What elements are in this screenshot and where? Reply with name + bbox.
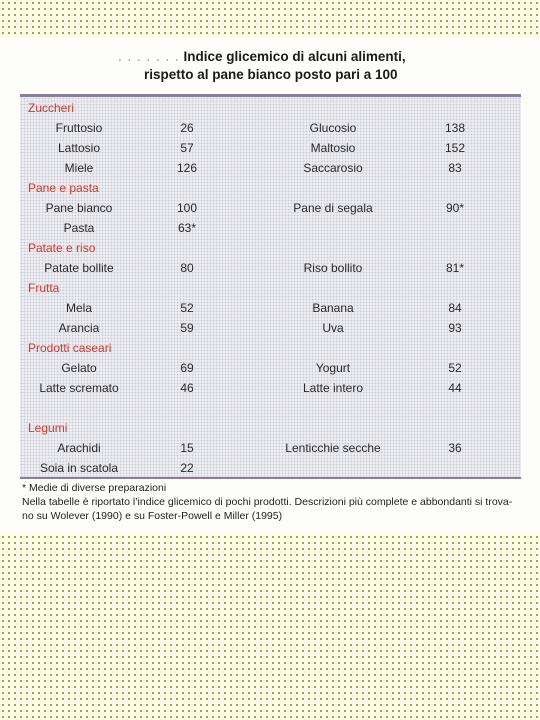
table-row [20, 118, 521, 138]
footnote-text-line: no su Wolever (1990) e su Foster-Powell e Miller (1995) [22, 510, 283, 522]
food-name: Banana [312, 301, 354, 315]
category-pane-pasta: Pane e pasta [28, 181, 99, 195]
footnote-text-line: Nella tabelle è riportato l’indice glicemico di pochi prodotti. Descrizioni più complete e abbondanti si trova- [22, 496, 513, 508]
food-value: 26 [180, 121, 194, 135]
food-value: 59 [180, 321, 194, 335]
food-name: Pasta [63, 221, 95, 235]
food-value: 100 [176, 201, 198, 215]
glycemic-index-table [20, 94, 521, 479]
footnote [22, 481, 534, 523]
food-name: Lattosio [57, 141, 101, 155]
food-name: Arancia [58, 321, 100, 335]
food-value: 46 [180, 381, 194, 395]
food-name: Latte intero [302, 381, 364, 395]
food-value: 52 [180, 301, 194, 315]
food-name: Lenticchie secche [285, 441, 381, 455]
food-value: 81* [445, 261, 465, 275]
category-frutta: Frutta [28, 281, 60, 295]
food-name: Pane bianco [45, 201, 113, 215]
table-row [20, 378, 521, 398]
food-value: 22 [180, 461, 194, 475]
food-value: 84 [448, 301, 462, 315]
food-name: Saccarosio [303, 161, 363, 175]
food-value: 63* [177, 221, 197, 235]
food-name: Riso bollito [303, 261, 363, 275]
table-row [20, 158, 521, 178]
table-row [20, 318, 521, 338]
title-line-1 [118, 48, 538, 66]
food-value: 15 [180, 441, 194, 455]
food-name: Latte scremato [39, 381, 119, 395]
food-name: Fruttosio [55, 121, 103, 135]
table-row [20, 218, 521, 238]
table-row [20, 458, 521, 478]
food-value: 152 [444, 141, 466, 155]
document-page [0, 37, 540, 533]
table-row [20, 198, 521, 218]
food-name: Maltosio [310, 141, 356, 155]
food-value: 57 [180, 141, 194, 155]
title-dots: . . . . . . . [118, 49, 180, 64]
food-name: Glucosio [309, 121, 357, 135]
food-name: Pane di segala [293, 201, 373, 215]
food-value: 69 [180, 361, 194, 375]
category-zuccheri: Zuccheri [28, 101, 75, 115]
food-value: 126 [176, 161, 198, 175]
table-title [118, 48, 538, 84]
food-value: 138 [444, 121, 466, 135]
table-row [20, 138, 521, 158]
food-value: 83 [448, 161, 462, 175]
food-value: 80 [180, 261, 194, 275]
food-value: 90* [445, 201, 465, 215]
title-line-2: rispetto al pane bianco posto pari a 100 [144, 67, 398, 82]
title-text-1: Indice glicemico di alcuni alimenti, [183, 49, 406, 64]
food-value: 52 [448, 361, 462, 375]
food-name: Yogurt [315, 361, 351, 375]
food-name: Patate bollite [44, 261, 114, 275]
food-value: 93 [448, 321, 462, 335]
table-row [20, 358, 521, 378]
table-row [20, 258, 521, 278]
category-patate-riso: Patate e riso [28, 241, 96, 255]
food-name: Mela [65, 301, 92, 315]
food-name: Soia in scatola [39, 461, 119, 475]
table-row [20, 438, 521, 458]
food-value: 44 [448, 381, 462, 395]
table-row [20, 298, 521, 318]
footnote-asterisk-note: * Medie di diverse preparazioni [22, 482, 167, 494]
food-name: Miele [64, 161, 94, 175]
category-prodotti-caseari: Prodotti caseari [28, 341, 112, 355]
food-name: Gelato [61, 361, 97, 375]
category-legumi: Legumi [28, 421, 68, 435]
food-name: Arachidi [57, 441, 101, 455]
food-value: 36 [448, 441, 462, 455]
food-name: Uva [322, 321, 344, 335]
